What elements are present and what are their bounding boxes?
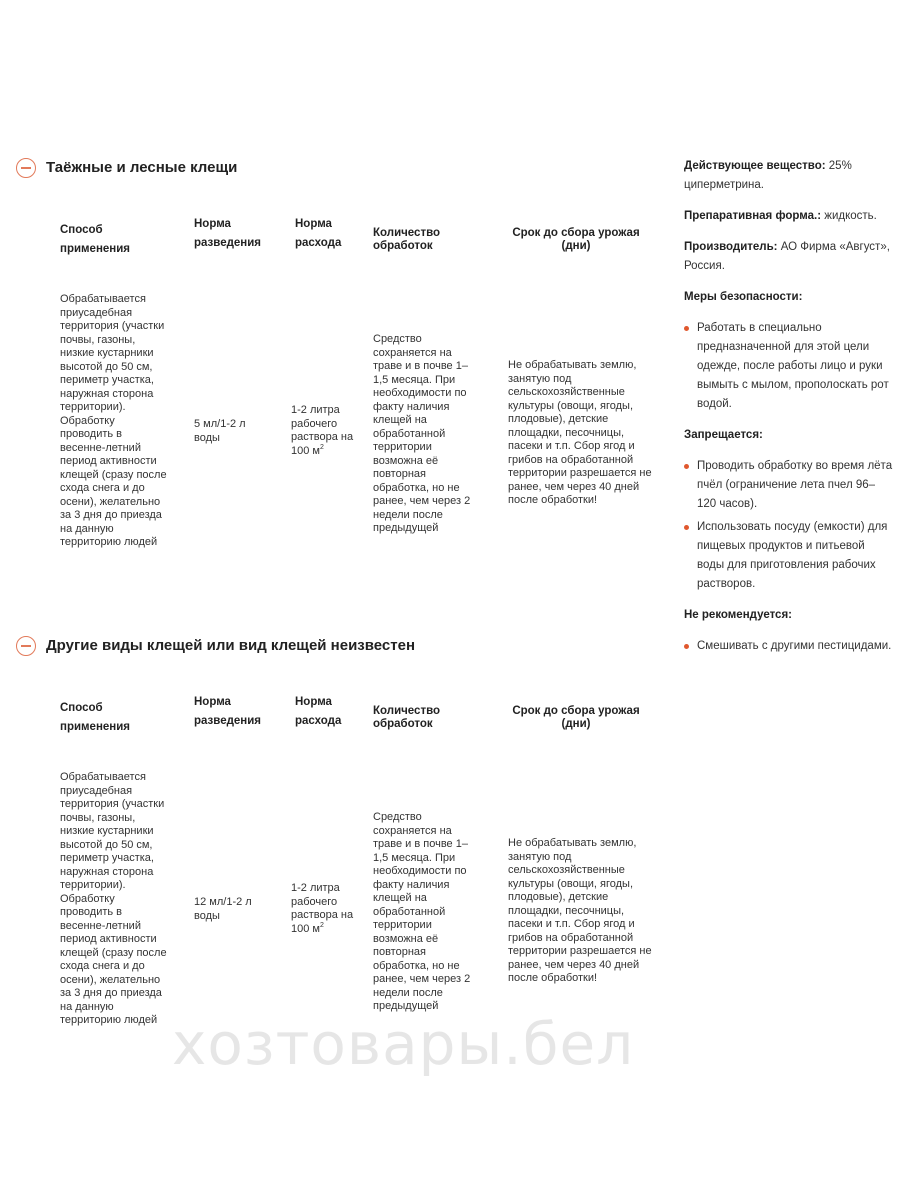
section-other-ticks [16, 636, 668, 1026]
cell-method: Обрабатывается приусадебная территория (участки почвы, газоны, низкие кустарники высотой до 50 см, периметр участка, наружная сторона территории). Обработку проводить в весенне-летний период активности клещей (сразу после схода снега и до осени), желательно за 3 дня до приезда на данную территорию людей [60, 771, 167, 1026]
formulation [684, 207, 894, 226]
section-title: Другие виды клещей или вид клещей неизвестен [46, 637, 416, 654]
rate-unit-sup: 2 [319, 443, 324, 451]
collapse-minus-icon[interactable] [16, 636, 36, 656]
cell-rate [291, 404, 363, 458]
cell-method: Обрабатывается приусадебная территория (участки почвы, газоны, низкие кустарники высотой до 50 см, периметр участка, наружная сторона территории). Обработку проводить в весенне-летний период активности клещей (сразу после схода снега и до осени), желательно за 3 дня до приезда на данную территорию людей [60, 293, 167, 548]
cell-harvest: Не обрабатывать землю, занятую под сельскохозяйственные культуры (овощи, ягоды, плодовые), детские площадки, песочницы, пасеки и т.п. Сбор ягод и грибов на обработанной территории разрешается не ранее, чем через 40 дней после обработки! [508, 837, 652, 984]
formulation-label: Препаративная форма.: [684, 210, 822, 222]
bullet-dot-icon [684, 644, 689, 649]
section-taiga-ticks [16, 158, 668, 548]
active-substance-value: 25% циперметрина. [684, 160, 852, 191]
watermark: хозтовары.бел [172, 1010, 635, 1078]
header-rate: Норма расхода [295, 218, 342, 249]
header-dilution: Норма разведения [194, 218, 262, 249]
product-info-sidebar [684, 157, 894, 668]
cell-dilution: 5 мл/1-2 л воды [194, 418, 246, 444]
header-count: Количество обработок [373, 705, 441, 730]
header-harvest: Срок до сбора урожая (дни) [512, 705, 640, 730]
bullet-dot-icon [684, 326, 689, 331]
safety-heading: Меры безопасности: [684, 291, 803, 303]
active-substance-label: Действующее вещество: [684, 160, 826, 172]
bullet-dot-icon [684, 525, 689, 530]
manufacturer [684, 238, 894, 276]
header-rate: Норма расхода [295, 696, 342, 727]
forbidden-list [684, 457, 894, 594]
section-title: Таёжные и лесные клещи [46, 159, 238, 176]
list-item [684, 518, 894, 594]
forbidden-heading: Запрещается: [684, 429, 763, 441]
list-item-text: Использовать посуду (емкости) для пищевых продуктов и питьевой воды для приготовления рабочих растворов. [697, 521, 888, 590]
manufacturer-label: Производитель: [684, 241, 778, 253]
formulation-value: жидкость. [824, 210, 877, 222]
header-count: Количество обработок [373, 227, 441, 252]
header-method: Способ применения [60, 702, 131, 733]
header-harvest: Срок до сбора урожая (дни) [512, 227, 640, 252]
collapse-minus-icon[interactable] [16, 158, 36, 178]
list-item [684, 637, 894, 656]
rate-text: 1-2 литра рабочего раствора на 100 м [291, 882, 354, 935]
active-substance [684, 157, 894, 195]
not-recommended-list [684, 637, 894, 656]
list-item [684, 457, 894, 514]
header-method: Способ применения [60, 224, 131, 255]
rate-unit-sup: 2 [319, 921, 324, 929]
list-item-text: Работать в специально предназначенной для этой цели одежде, после работы лицо и руки вымыть с мылом, прополоскать рот водой. [697, 322, 889, 410]
section-header[interactable] [16, 636, 668, 664]
bullet-dot-icon [684, 464, 689, 469]
section-header[interactable] [16, 158, 668, 186]
list-item-text: Проводить обработку во время лёта пчёл (ограничение лета пчел 96–120 часов). [697, 460, 893, 510]
cell-harvest: Не обрабатывать землю, занятую под сельскохозяйственные культуры (овощи, ягоды, плодовые), детские площадки, песочницы, пасеки и т.п. Сбор ягод и грибов на обработанной территории разрешается не ранее, чем через 40 дней после обработки! [508, 359, 652, 506]
manufacturer-value: АО Фирма «Август», Россия. [684, 241, 890, 272]
not-recommended-heading: Не рекомендуется: [684, 609, 792, 621]
cell-rate [291, 882, 363, 936]
cell-count: Средство сохраняется на траве и в почве 1–1,5 месяца. При необходимости по факту наличия клещей на обработанной территории возможна её повторная обработка, но не ранее, чем через 2 недели после предыдущей [373, 811, 471, 1012]
header-dilution: Норма разведения [194, 696, 262, 727]
rate-text: 1-2 литра рабочего раствора на 100 м [291, 404, 354, 457]
cell-count: Средство сохраняется на траве и в почве 1–1,5 месяца. При необходимости по факту наличия клещей на обработанной территории возможна её повторная обработка, но не ранее, чем через 2 недели после предыдущей [373, 333, 471, 534]
list-item [684, 319, 894, 414]
list-item-text: Смешивать с другими пестицидами. [697, 640, 892, 652]
cell-dilution: 12 мл/1-2 л воды [194, 896, 252, 922]
safety-list [684, 319, 894, 414]
